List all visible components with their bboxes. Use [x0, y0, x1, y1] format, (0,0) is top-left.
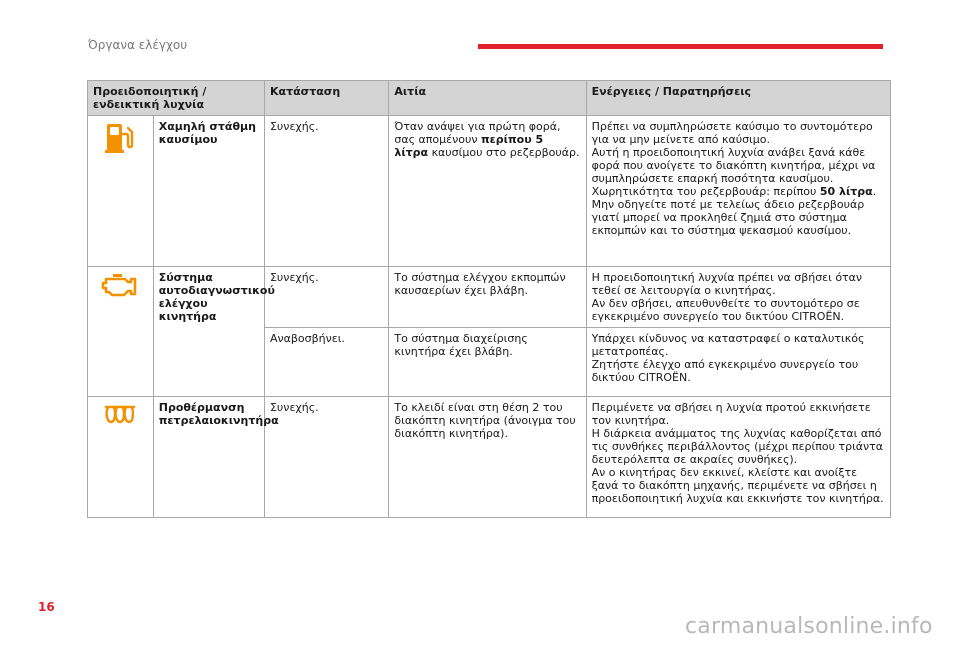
- section-title: Όργανα ελέγχου: [88, 38, 188, 52]
- state-cell: Συνεχής.: [264, 116, 388, 267]
- page-number: 16: [38, 600, 55, 614]
- cause-cell: Το σύστημα διαχείρισης κινητήρα έχει βλάβη.: [389, 328, 586, 397]
- column-header-lamp: Προειδοποιητική / ενδεικτική λυχνία: [88, 81, 265, 116]
- lamp-name: Χαμηλή στάθμη καυσίμου: [158, 120, 256, 146]
- lamp-name: Σύστημα αυτοδιαγνωστικού ελέγχου κινητήρα: [158, 271, 275, 323]
- lamp-icon-cell: [88, 116, 154, 267]
- column-header-state: Κατάσταση: [264, 81, 388, 116]
- state-cell: Συνεχής.: [264, 397, 388, 518]
- header-accent-bar: [478, 44, 883, 49]
- lamp-name-cell: [153, 397, 279, 518]
- table-row: [88, 267, 891, 328]
- fuel-pump-icon: [104, 121, 136, 155]
- actions-cell: Η προειδοποιητική λυχνία πρέπει να σβήσει όταν τεθεί σε λειτουργία ο κινητήρας. Αν δεν σβήσει, απευθυνθείτε το συντομότερο σε εγκεκριμένο συνεργείο του δικτύου CITROËN.: [586, 267, 890, 328]
- lamp-name-cell: [153, 116, 264, 267]
- engine-icon: [101, 272, 139, 298]
- column-header-cause: Αιτία: [389, 81, 586, 116]
- table-row: [88, 397, 891, 518]
- cause-cell: Το σύστημα ελέγχου εκπομπών καυσαερίων έχει βλάβη.: [389, 267, 586, 328]
- lamp-name-cell: [153, 267, 275, 397]
- lamp-name: Προθέρμανση πετρελαιοκινητήρα: [158, 401, 279, 427]
- state-cell: Συνεχής.: [264, 267, 388, 328]
- lamp-icon-cell: [88, 397, 154, 518]
- table-header-row: [88, 81, 891, 116]
- actions-cell: Πρέπει να συμπληρώσετε καύσιμο το συντομότερο για να μην μείνετε από καύσιμο. Αυτή η προειδοποιητική λυχνία ανάβει ξανά κάθε φορά που ανοίγετε το διακόπτη κινητήρα, μέχρι να συμπληρώσετε επαρκή ποσότητα καυσίμου. Χωρητικότητα του ρεζερβουάρ: περίπου 50 λίτρα. Μην οδηγείτε ποτέ με τελείως άδειο ρεζερβουάρ γιατί μπορεί να προκληθεί ζημιά στο σύστημα εκπομπών και το σύστημα ψεκασμού καυσίμου.: [586, 116, 890, 267]
- actions-cell: Περιμένετε να σβήσει η λυχνία προτού εκκινήσετε τον κινητήρα. Η διάρκεια ανάμματος της λυχνίας καθορίζεται από τις συνθήκες περιβάλλοντος (μέχρι περίπου τριάντα δευτερόλεπτα σε ακραίες συνθήκες). Αν ο κινητήρας δεν εκκινεί, κλείστε και ανοίξτε ξανά το διακόπτη μηχανής, περιμένετε να σβήσει η προειδοποιητική λυχνία και εκκινήστε τον κινητήρα.: [586, 397, 890, 518]
- table-row: [88, 116, 891, 267]
- lamp-icon-cell: [88, 267, 154, 397]
- cause-cell: Όταν ανάψει για πρώτη φορά, σας απομένουν περίπου 5 λίτρα καυσίμου στο ρεζερβουάρ.: [389, 116, 586, 267]
- preheat-coil-icon: [102, 402, 138, 426]
- actions-cell: Υπάρχει κίνδυνος να καταστραφεί ο καταλυτικός μετατροπέας. Ζητήστε έλεγχο από εγκεκριμένο συνεργείο του δικτύου CITROËN.: [586, 328, 890, 397]
- column-header-actions: Ενέργειες / Παρατηρήσεις: [586, 81, 890, 116]
- footer-watermark-url: carmanualsonline.info: [685, 614, 933, 639]
- state-cell: Αναβοσβήνει.: [264, 328, 388, 397]
- cause-cell: Το κλειδί είναι στη θέση 2 του διακόπτη κινητήρα (άνοιγμα του διακόπτη κινητήρα).: [389, 397, 586, 518]
- warning-lamps-table: [87, 80, 891, 518]
